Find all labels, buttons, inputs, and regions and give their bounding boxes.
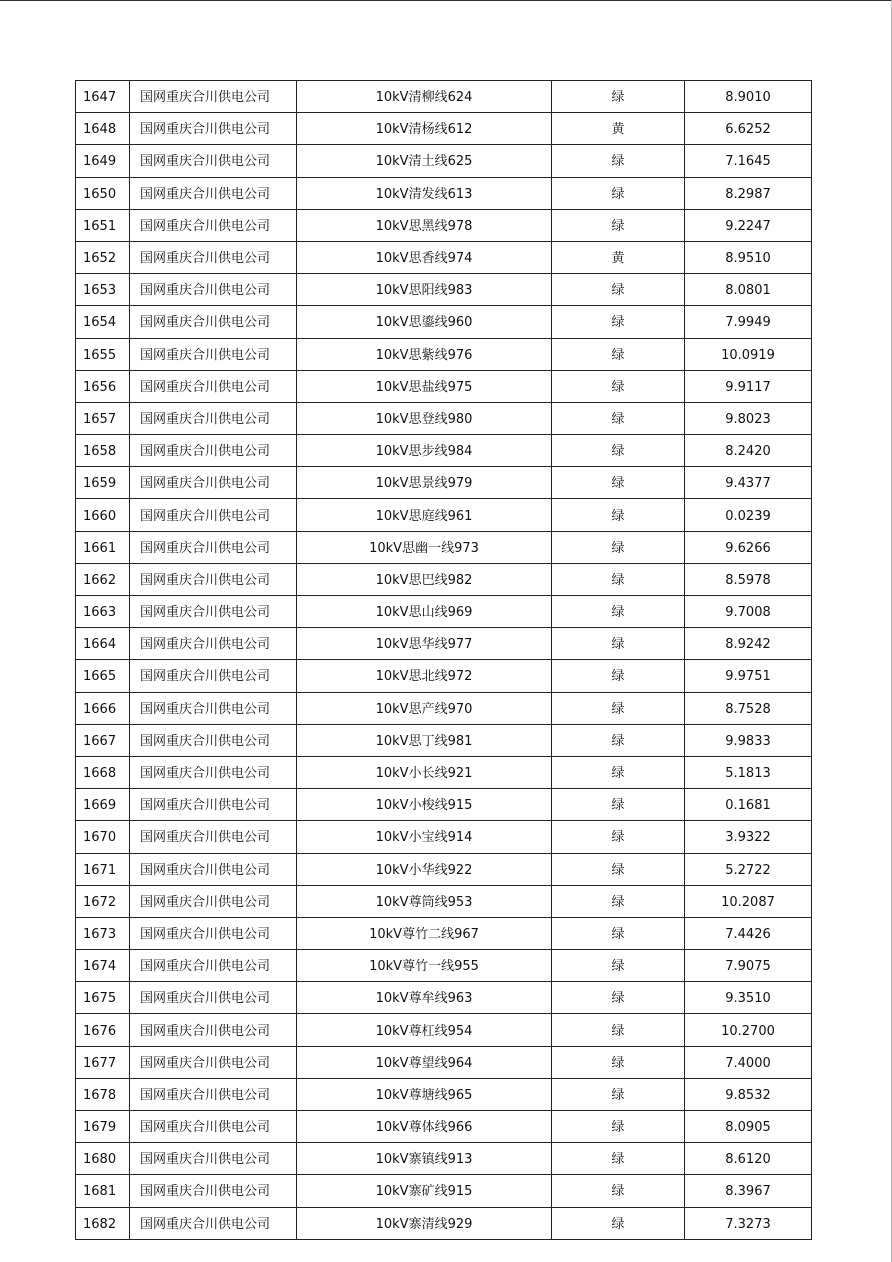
line-name-cell: 10kV思紫线976 <box>297 338 552 370</box>
company-cell: 国网重庆合川供电公司 <box>130 306 297 338</box>
status-cell: 绿 <box>552 1207 685 1239</box>
status-cell: 绿 <box>552 145 685 177</box>
status-cell: 绿 <box>552 724 685 756</box>
status-cell: 绿 <box>552 982 685 1014</box>
table-row <box>76 950 812 982</box>
table-row <box>76 1143 812 1175</box>
value-cell: 6.6252 <box>685 113 812 145</box>
status-cell: 绿 <box>552 531 685 563</box>
line-name-cell: 10kV尊望线964 <box>297 1046 552 1078</box>
row-number-cell: 1674 <box>76 950 130 982</box>
line-name-cell: 10kV思鎏线960 <box>297 306 552 338</box>
company-cell: 国网重庆合川供电公司 <box>130 1175 297 1207</box>
table-row <box>76 338 812 370</box>
value-cell: 7.1645 <box>685 145 812 177</box>
value-cell: 8.0801 <box>685 274 812 306</box>
value-cell: 9.7008 <box>685 596 812 628</box>
row-number-cell: 1682 <box>76 1207 130 1239</box>
table-row <box>76 467 812 499</box>
table-row <box>76 113 812 145</box>
page-top-border <box>0 0 892 1</box>
status-cell: 绿 <box>552 789 685 821</box>
row-number-cell: 1677 <box>76 1046 130 1078</box>
company-cell: 国网重庆合川供电公司 <box>130 982 297 1014</box>
row-number-cell: 1653 <box>76 274 130 306</box>
line-name-cell: 10kV尊杠线954 <box>297 1014 552 1046</box>
table-row <box>76 660 812 692</box>
value-cell: 0.0239 <box>685 499 812 531</box>
row-number-cell: 1647 <box>76 81 130 113</box>
company-cell: 国网重庆合川供电公司 <box>130 1046 297 1078</box>
row-number-cell: 1662 <box>76 563 130 595</box>
table-row <box>76 982 812 1014</box>
row-number-cell: 1663 <box>76 596 130 628</box>
row-number-cell: 1661 <box>76 531 130 563</box>
value-cell: 9.2247 <box>685 209 812 241</box>
company-cell: 国网重庆合川供电公司 <box>130 1078 297 1110</box>
status-cell: 绿 <box>552 596 685 628</box>
line-name-cell: 10kV思黑线978 <box>297 209 552 241</box>
value-cell: 10.2700 <box>685 1014 812 1046</box>
table-row <box>76 596 812 628</box>
table-row <box>76 917 812 949</box>
value-cell: 5.1813 <box>685 756 812 788</box>
value-cell: 8.9510 <box>685 241 812 273</box>
company-cell: 国网重庆合川供电公司 <box>130 596 297 628</box>
table-row <box>76 563 812 595</box>
status-cell: 绿 <box>552 821 685 853</box>
line-name-cell: 10kV小华线922 <box>297 853 552 885</box>
company-cell: 国网重庆合川供电公司 <box>130 885 297 917</box>
table-row <box>76 756 812 788</box>
company-cell: 国网重庆合川供电公司 <box>130 917 297 949</box>
value-cell: 9.9751 <box>685 660 812 692</box>
status-cell: 绿 <box>552 756 685 788</box>
table-row <box>76 724 812 756</box>
company-cell: 国网重庆合川供电公司 <box>130 756 297 788</box>
company-cell: 国网重庆合川供电公司 <box>130 1014 297 1046</box>
status-cell: 绿 <box>552 402 685 434</box>
company-cell: 国网重庆合川供电公司 <box>130 370 297 402</box>
line-name-cell: 10kV尊竹一线955 <box>297 950 552 982</box>
row-number-cell: 1648 <box>76 113 130 145</box>
company-cell: 国网重庆合川供电公司 <box>130 531 297 563</box>
company-cell: 国网重庆合川供电公司 <box>130 338 297 370</box>
status-cell: 绿 <box>552 692 685 724</box>
table-row <box>76 1078 812 1110</box>
table-row <box>76 81 812 113</box>
value-cell: 9.8532 <box>685 1078 812 1110</box>
line-name-cell: 10kV思步线984 <box>297 435 552 467</box>
line-name-cell: 10kV思景线979 <box>297 467 552 499</box>
table-row <box>76 1046 812 1078</box>
row-number-cell: 1679 <box>76 1111 130 1143</box>
company-cell: 国网重庆合川供电公司 <box>130 692 297 724</box>
company-cell: 国网重庆合川供电公司 <box>130 81 297 113</box>
status-cell: 绿 <box>552 338 685 370</box>
line-name-cell: 10kV尊筒线953 <box>297 885 552 917</box>
value-cell: 9.6266 <box>685 531 812 563</box>
line-name-cell: 10kV思巴线982 <box>297 563 552 595</box>
table-row <box>76 789 812 821</box>
line-name-cell: 10kV小长线921 <box>297 756 552 788</box>
table-row <box>76 1207 812 1239</box>
value-cell: 8.7528 <box>685 692 812 724</box>
row-number-cell: 1676 <box>76 1014 130 1046</box>
company-cell: 国网重庆合川供电公司 <box>130 789 297 821</box>
value-cell: 0.1681 <box>685 789 812 821</box>
value-cell: 8.3967 <box>685 1175 812 1207</box>
line-name-cell: 10kV思山线969 <box>297 596 552 628</box>
row-number-cell: 1667 <box>76 724 130 756</box>
status-cell: 绿 <box>552 563 685 595</box>
status-cell: 绿 <box>552 885 685 917</box>
status-cell: 绿 <box>552 1111 685 1143</box>
row-number-cell: 1651 <box>76 209 130 241</box>
status-cell: 绿 <box>552 435 685 467</box>
value-cell: 9.3510 <box>685 982 812 1014</box>
company-cell: 国网重庆合川供电公司 <box>130 209 297 241</box>
status-cell: 绿 <box>552 1143 685 1175</box>
status-cell: 绿 <box>552 1078 685 1110</box>
line-name-cell: 10kV思阳线983 <box>297 274 552 306</box>
line-name-cell: 10kV寨镇线913 <box>297 1143 552 1175</box>
row-number-cell: 1660 <box>76 499 130 531</box>
line-name-cell: 10kV寨清线929 <box>297 1207 552 1239</box>
line-name-cell: 10kV思北线972 <box>297 660 552 692</box>
value-cell: 7.9949 <box>685 306 812 338</box>
line-name-cell: 10kV寨矿线915 <box>297 1175 552 1207</box>
company-cell: 国网重庆合川供电公司 <box>130 435 297 467</box>
row-number-cell: 1675 <box>76 982 130 1014</box>
row-number-cell: 1656 <box>76 370 130 402</box>
value-cell: 8.5978 <box>685 563 812 595</box>
value-cell: 8.9010 <box>685 81 812 113</box>
row-number-cell: 1658 <box>76 435 130 467</box>
status-cell: 绿 <box>552 917 685 949</box>
value-cell: 9.9117 <box>685 370 812 402</box>
table-row <box>76 435 812 467</box>
company-cell: 国网重庆合川供电公司 <box>130 628 297 660</box>
company-cell: 国网重庆合川供电公司 <box>130 821 297 853</box>
status-cell: 绿 <box>552 1175 685 1207</box>
company-cell: 国网重庆合川供电公司 <box>130 177 297 209</box>
value-cell: 9.8023 <box>685 402 812 434</box>
value-cell: 7.9075 <box>685 950 812 982</box>
value-cell: 9.9833 <box>685 724 812 756</box>
row-number-cell: 1665 <box>76 660 130 692</box>
row-number-cell: 1678 <box>76 1078 130 1110</box>
company-cell: 国网重庆合川供电公司 <box>130 467 297 499</box>
value-cell: 8.0905 <box>685 1111 812 1143</box>
company-cell: 国网重庆合川供电公司 <box>130 1111 297 1143</box>
status-cell: 绿 <box>552 467 685 499</box>
line-name-cell: 10kV思盐线975 <box>297 370 552 402</box>
status-cell: 绿 <box>552 177 685 209</box>
value-cell: 5.2722 <box>685 853 812 885</box>
company-cell: 国网重庆合川供电公司 <box>130 241 297 273</box>
value-cell: 10.0919 <box>685 338 812 370</box>
status-cell: 绿 <box>552 628 685 660</box>
table-row <box>76 145 812 177</box>
status-cell: 绿 <box>552 660 685 692</box>
table-row <box>76 306 812 338</box>
row-number-cell: 1673 <box>76 917 130 949</box>
row-number-cell: 1681 <box>76 1175 130 1207</box>
company-cell: 国网重庆合川供电公司 <box>130 402 297 434</box>
value-cell: 8.6120 <box>685 1143 812 1175</box>
line-name-cell: 10kV清柳线624 <box>297 81 552 113</box>
line-name-cell: 10kV尊体线966 <box>297 1111 552 1143</box>
line-name-cell: 10kV小梭线915 <box>297 789 552 821</box>
company-cell: 国网重庆合川供电公司 <box>130 950 297 982</box>
line-name-cell: 10kV清土线625 <box>297 145 552 177</box>
status-cell: 绿 <box>552 370 685 402</box>
line-name-cell: 10kV思香线974 <box>297 241 552 273</box>
company-cell: 国网重庆合川供电公司 <box>130 853 297 885</box>
row-number-cell: 1672 <box>76 885 130 917</box>
table-row <box>76 370 812 402</box>
line-name-cell: 10kV思幽一线973 <box>297 531 552 563</box>
company-cell: 国网重庆合川供电公司 <box>130 274 297 306</box>
line-name-cell: 10kV尊塘线965 <box>297 1078 552 1110</box>
value-cell: 10.2087 <box>685 885 812 917</box>
row-number-cell: 1669 <box>76 789 130 821</box>
company-cell: 国网重庆合川供电公司 <box>130 499 297 531</box>
status-cell: 黄 <box>552 113 685 145</box>
row-number-cell: 1671 <box>76 853 130 885</box>
company-cell: 国网重庆合川供电公司 <box>130 1207 297 1239</box>
table-row <box>76 402 812 434</box>
row-number-cell: 1652 <box>76 241 130 273</box>
row-number-cell: 1659 <box>76 467 130 499</box>
value-cell: 8.2987 <box>685 177 812 209</box>
company-cell: 国网重庆合川供电公司 <box>130 145 297 177</box>
status-cell: 绿 <box>552 274 685 306</box>
data-table <box>75 80 812 1240</box>
status-cell: 绿 <box>552 853 685 885</box>
row-number-cell: 1666 <box>76 692 130 724</box>
status-cell: 绿 <box>552 1046 685 1078</box>
line-name-cell: 10kV思丁线981 <box>297 724 552 756</box>
line-name-cell: 10kV尊牟线963 <box>297 982 552 1014</box>
table-row <box>76 1175 812 1207</box>
row-number-cell: 1664 <box>76 628 130 660</box>
line-name-cell: 10kV清杨线612 <box>297 113 552 145</box>
value-cell: 8.9242 <box>685 628 812 660</box>
value-cell: 7.3273 <box>685 1207 812 1239</box>
status-cell: 黄 <box>552 241 685 273</box>
table-row <box>76 853 812 885</box>
row-number-cell: 1680 <box>76 1143 130 1175</box>
company-cell: 国网重庆合川供电公司 <box>130 1143 297 1175</box>
value-cell: 8.2420 <box>685 435 812 467</box>
status-cell: 绿 <box>552 499 685 531</box>
company-cell: 国网重庆合川供电公司 <box>130 724 297 756</box>
row-number-cell: 1655 <box>76 338 130 370</box>
table-row <box>76 885 812 917</box>
company-cell: 国网重庆合川供电公司 <box>130 113 297 145</box>
status-cell: 绿 <box>552 950 685 982</box>
row-number-cell: 1670 <box>76 821 130 853</box>
row-number-cell: 1649 <box>76 145 130 177</box>
table-row <box>76 241 812 273</box>
table-row <box>76 821 812 853</box>
row-number-cell: 1668 <box>76 756 130 788</box>
table-row <box>76 274 812 306</box>
value-cell: 9.4377 <box>685 467 812 499</box>
row-number-cell: 1657 <box>76 402 130 434</box>
line-name-cell: 10kV小宝线914 <box>297 821 552 853</box>
company-cell: 国网重庆合川供电公司 <box>130 660 297 692</box>
status-cell: 绿 <box>552 306 685 338</box>
line-name-cell: 10kV思产线970 <box>297 692 552 724</box>
status-cell: 绿 <box>552 209 685 241</box>
row-number-cell: 1654 <box>76 306 130 338</box>
row-number-cell: 1650 <box>76 177 130 209</box>
table-row <box>76 628 812 660</box>
table-row <box>76 499 812 531</box>
line-name-cell: 10kV尊竹二线967 <box>297 917 552 949</box>
value-cell: 3.9322 <box>685 821 812 853</box>
table-row <box>76 692 812 724</box>
line-name-cell: 10kV清发线613 <box>297 177 552 209</box>
table-row <box>76 1014 812 1046</box>
table-row <box>76 177 812 209</box>
line-name-cell: 10kV思庭线961 <box>297 499 552 531</box>
line-name-cell: 10kV思华线977 <box>297 628 552 660</box>
company-cell: 国网重庆合川供电公司 <box>130 563 297 595</box>
line-name-cell: 10kV思登线980 <box>297 402 552 434</box>
table-body <box>76 81 812 1240</box>
table-row <box>76 209 812 241</box>
table-row <box>76 531 812 563</box>
value-cell: 7.4426 <box>685 917 812 949</box>
status-cell: 绿 <box>552 81 685 113</box>
status-cell: 绿 <box>552 1014 685 1046</box>
value-cell: 7.4000 <box>685 1046 812 1078</box>
table-row <box>76 1111 812 1143</box>
